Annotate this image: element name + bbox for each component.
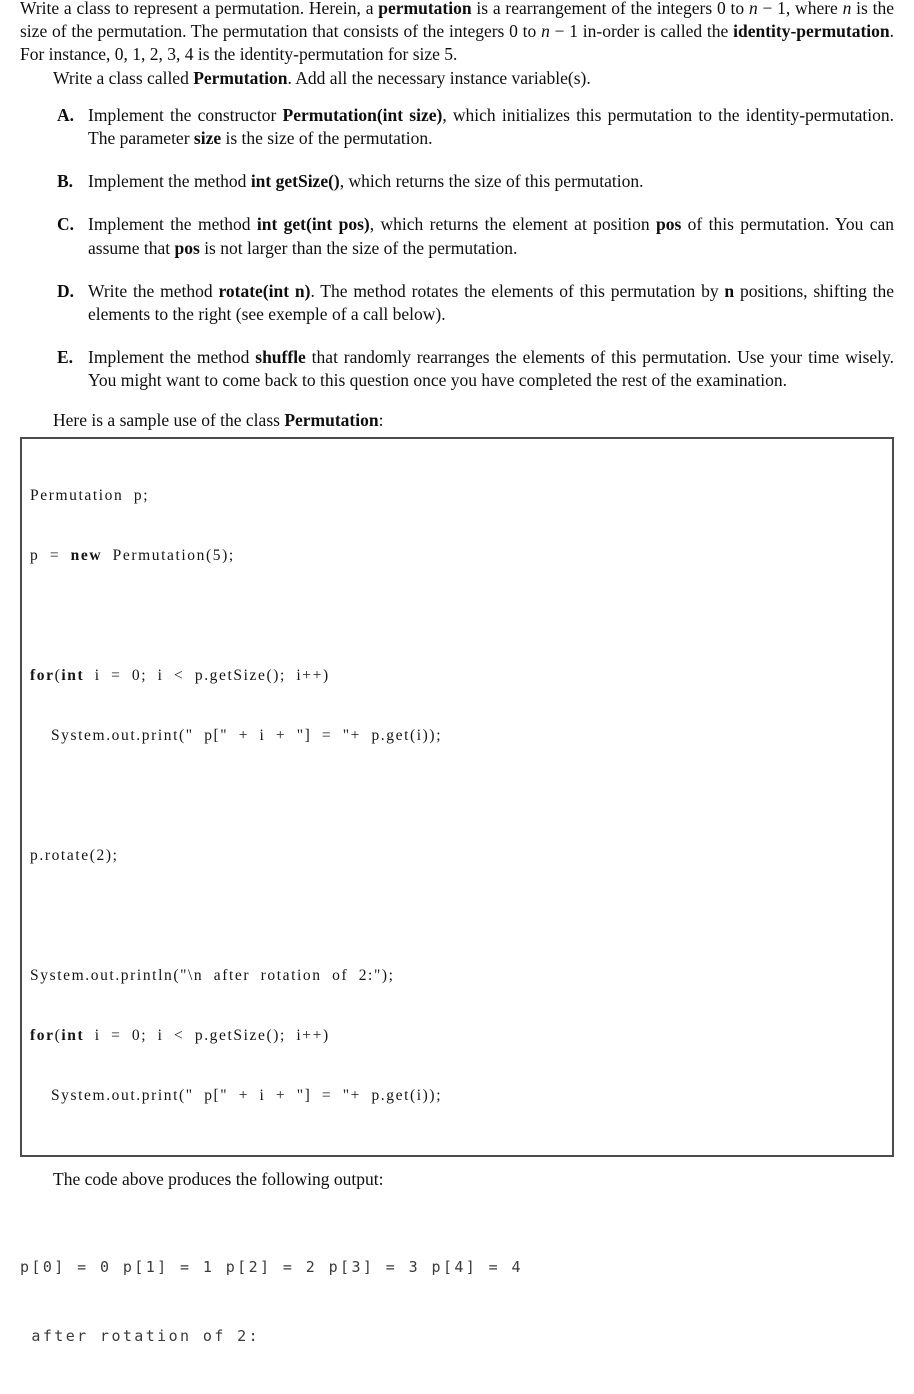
code-line: System.out.println("\n after rotation of 2:"); — [30, 966, 395, 984]
code-line — [30, 786, 884, 806]
code-line: System.out.print(" p[" + i + "] = "+ p.get(i)); — [30, 726, 443, 744]
output-intro: The code above produces the following output: — [53, 1168, 384, 1189]
task-item-a — [20, 104, 894, 150]
task-item-e-text: Implement the method shuffle that randomly rearranges the elements of this permutation. Use your time wisely. You might want to come back to this question once you have completed the rest of the examination. — [88, 347, 895, 391]
code-line: for(int i = 0; i < p.getSize(); i++) — [30, 666, 330, 684]
task-item-d-text: Write the method rotate(int n). The method rotates the elements of this permutation by n positions, shifting the elements to the right (see exemple of a call below). — [88, 280, 895, 325]
task-item-c — [20, 213, 894, 259]
code-line: p.rotate(2); — [30, 846, 119, 864]
code-line — [30, 606, 884, 626]
code-line: Permutation p; — [30, 486, 150, 504]
task-item-a-label: A. — [57, 104, 75, 125]
output-line: after rotation of 2: — [20, 1327, 261, 1346]
task-list — [20, 104, 894, 393]
task-item-d-label: D. — [57, 280, 75, 301]
task-item-b-label: B. — [57, 171, 74, 192]
sample-use-intro: Here is a sample use of the class Permutation: — [53, 409, 384, 430]
task-item-a-text: Implement the constructor Permutation(int size), which initializes this permutation to the identity-permutation. The parameter size is the size of the permutation. — [88, 104, 894, 149]
task-item-c-label: C. — [57, 214, 75, 235]
code-line: System.out.print(" p[" + i + "] = "+ p.get(i)); — [30, 1086, 443, 1104]
code-line: p = new Permutation(5); — [30, 546, 235, 564]
code-line: for(int i = 0; i < p.getSize(); i++) — [30, 1026, 330, 1044]
task-item-b-text: Implement the method int getSize(), which returns the size of this permutation. — [88, 171, 644, 192]
code-line — [30, 906, 884, 926]
task-item-e — [20, 346, 894, 392]
task-item-e-label: E. — [57, 347, 74, 368]
intro-paragraph: Write a class to represent a permutation. Herein, a permutation is a rearrangement of the integers 0 to n − 1, where n is the size of the permutation. The permutation that consists of the integers 0 to n − 1 in-order is called the identity-permutation. For instance, 0, 1, 2, 3, 4 is the identity-permutation for size 5. — [20, 0, 895, 65]
program-output — [20, 1210, 894, 1394]
write-class-paragraph: Write a class called Permutation. Add all the necessary instance variable(s). — [53, 67, 591, 88]
task-item-c-text: Implement the method int get(int pos), which returns the element at position pos of this permutation. You can assume that pos is not larger than the size of the permutation. — [88, 214, 895, 258]
task-item-d — [20, 280, 894, 326]
output-line: p[0] = 0 p[1] = 1 p[2] = 2 p[3] = 3 p[4] = 4 — [20, 1258, 523, 1277]
task-item-b — [20, 170, 894, 193]
